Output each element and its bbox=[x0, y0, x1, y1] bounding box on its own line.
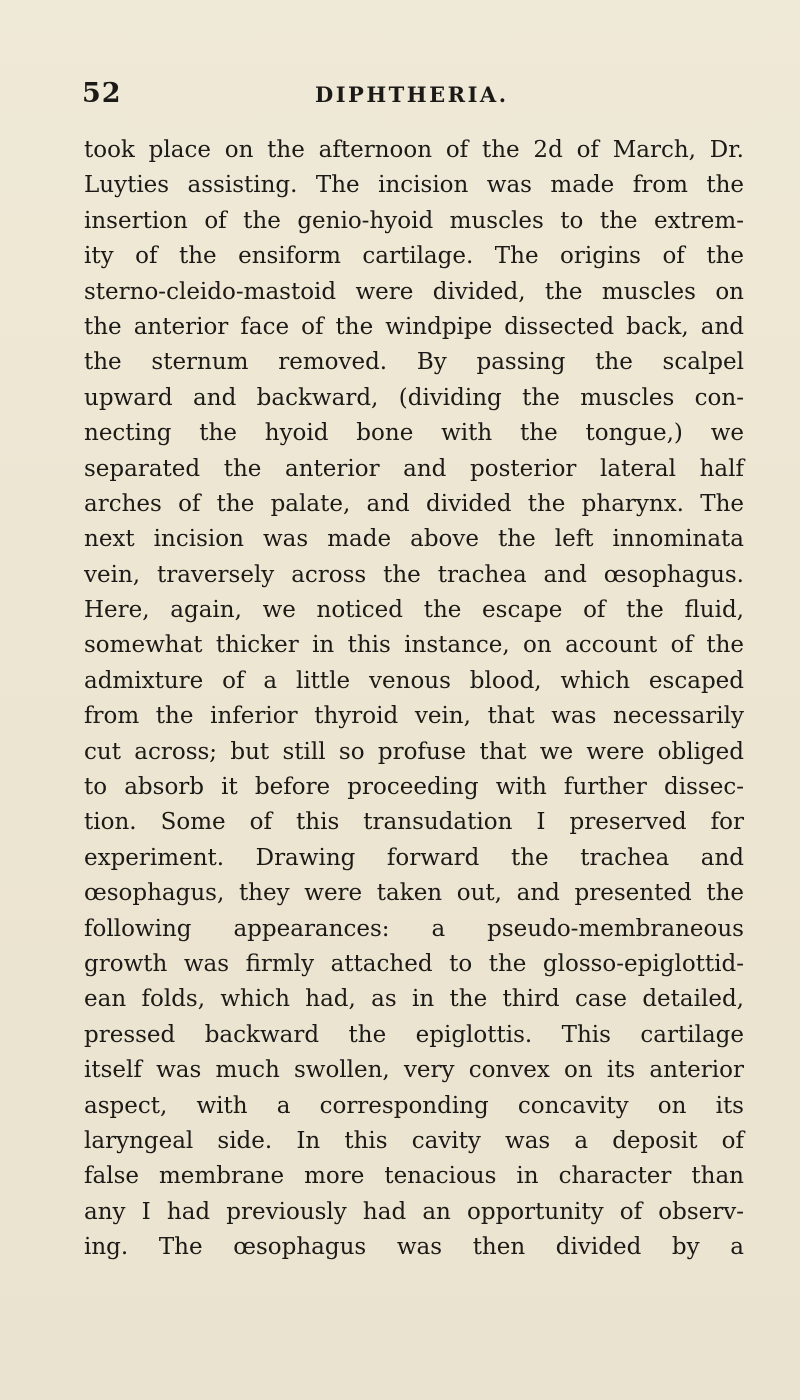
text-line: laryngeal side. In this cavity was a deposit of bbox=[84, 1127, 744, 1154]
text-line: aspect, with a corresponding concavity on its bbox=[84, 1092, 744, 1119]
running-head: DIPHTHERIA. bbox=[315, 82, 509, 107]
text-line: upward and backward, (dividing the muscles con- bbox=[84, 384, 744, 411]
text-line: separated the anterior and posterior lateral half bbox=[84, 455, 744, 482]
text-line: cut across; but still so profuse that we were obliged bbox=[84, 738, 744, 765]
text-line: false membrane more tenacious in character than bbox=[84, 1163, 744, 1190]
text-line: ing. The œsophagus was then divided by a bbox=[84, 1234, 744, 1261]
text-line: insertion of the genio-hyoid muscles to the extrem- bbox=[84, 207, 744, 234]
text-line: any I had previously had an opportunity of observ- bbox=[84, 1198, 744, 1225]
text-line: admixture of a little venous blood, which escaped bbox=[84, 667, 744, 694]
text-line: necting the hyoid bone with the tongue,) we bbox=[84, 420, 744, 447]
text-line: Luyties assisting. The incision was made from the bbox=[84, 172, 744, 199]
text-line: tion. Some of this transudation I preserved for bbox=[84, 809, 744, 836]
text-line: pressed backward the epiglottis. This cartilage bbox=[84, 1021, 744, 1048]
text-line: from the inferior thyroid vein, that was necessarily bbox=[84, 703, 744, 730]
text-line: œsophagus, they were taken out, and presented the bbox=[84, 880, 744, 907]
text-line: somewhat thicker in this instance, on account of the bbox=[84, 632, 744, 659]
text-line: vein, traversely across the trachea and œsophagus. bbox=[84, 561, 744, 588]
page-number: 52 bbox=[82, 78, 122, 109]
text-line: experiment. Drawing forward the trachea and bbox=[84, 844, 744, 871]
text-line: Here, again, we noticed the escape of the fluid, bbox=[84, 597, 744, 624]
text-line: growth was firmly attached to the glosso-epiglottid- bbox=[84, 950, 744, 977]
text-line: next incision was made above the left innominata bbox=[84, 526, 744, 553]
text-line: the anterior face of the windpipe dissected back, and bbox=[84, 313, 744, 340]
text-line: to absorb it before proceeding with further dissec- bbox=[84, 774, 744, 801]
page-header bbox=[82, 78, 782, 118]
text-line: the sternum removed. By passing the scalpel bbox=[84, 349, 744, 376]
text-line: ean folds, which had, as in the third case detailed, bbox=[84, 986, 744, 1013]
text-line: ity of the ensiform cartilage. The origins of the bbox=[84, 243, 744, 270]
text-line: itself was much swollen, very convex on its anterior bbox=[84, 1057, 744, 1084]
body-text bbox=[84, 133, 744, 1266]
text-line: took place on the afternoon of the 2d of March, Dr. bbox=[84, 137, 744, 163]
text-line: arches of the palate, and divided the pharynx. The bbox=[84, 490, 744, 517]
text-line: sterno-cleido-mastoid were divided, the muscles on bbox=[84, 278, 744, 305]
text-line: following appearances: a pseudo-membraneous bbox=[84, 915, 744, 942]
